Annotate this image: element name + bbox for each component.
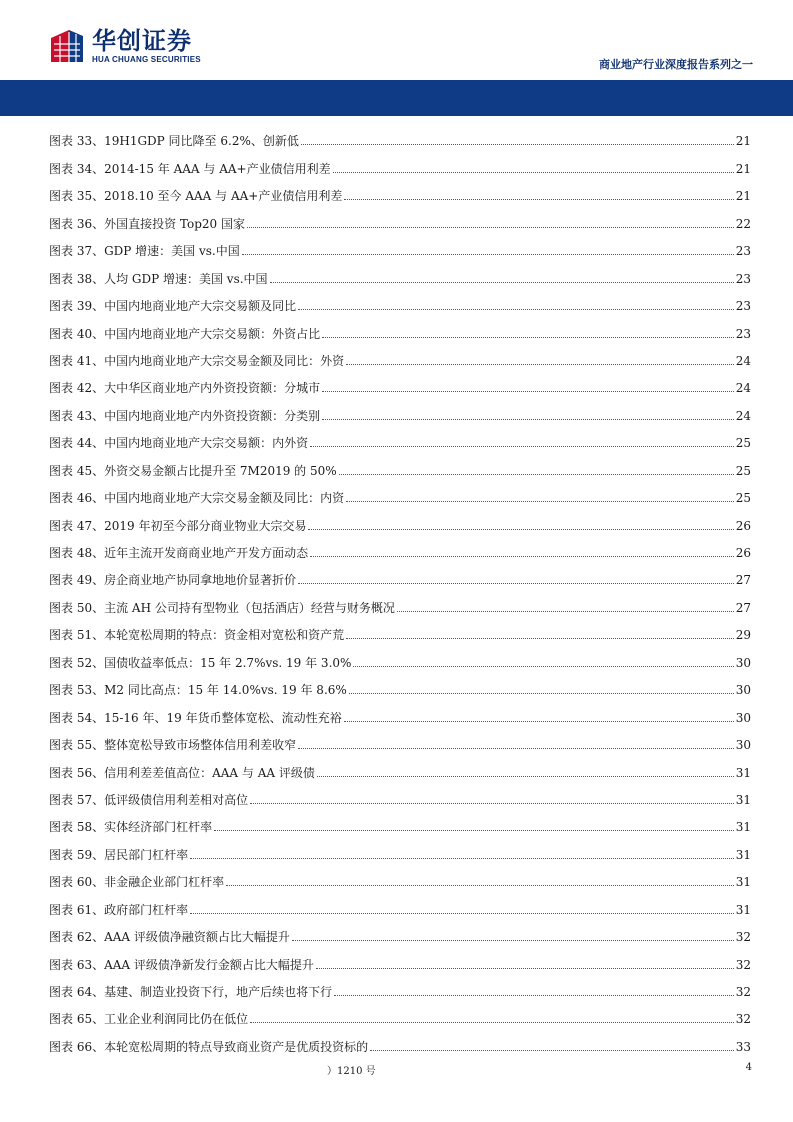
toc-entry-label[interactable]: 图表 55、整体宽松导致市场整体信用利差收窄 xyxy=(49,738,297,753)
toc-entry-page[interactable]: 31 xyxy=(735,902,751,917)
toc-entry-page[interactable]: 23 xyxy=(735,271,751,286)
toc-dot-leader xyxy=(214,829,734,831)
toc-entry-page[interactable]: 27 xyxy=(735,600,751,615)
toc-entry[interactable] xyxy=(49,783,751,810)
toc-entry[interactable] xyxy=(49,536,751,563)
toc-dot-leader xyxy=(298,582,734,584)
toc-dot-leader xyxy=(346,500,734,502)
toc-entry-label[interactable]: 图表 53、M2 同比高点：15 年 14.0%vs. 19 年 8.6% xyxy=(49,683,347,698)
toc-entry-label[interactable]: 图表 36、外国直接投资 Top20 国家 xyxy=(49,216,245,231)
toc-dot-leader xyxy=(353,665,733,667)
toc-entry-page[interactable]: 23 xyxy=(735,326,751,341)
toc-entry[interactable] xyxy=(49,344,751,371)
toc-entry-page[interactable]: 23 xyxy=(735,244,751,259)
toc-entry[interactable] xyxy=(49,618,751,645)
toc-entry[interactable] xyxy=(49,947,751,974)
toc-dot-leader xyxy=(310,445,734,447)
toc-entry[interactable] xyxy=(49,810,751,837)
toc-entry[interactable] xyxy=(49,234,751,261)
toc-entry-page[interactable]: 30 xyxy=(735,655,751,670)
toc-entry[interactable] xyxy=(49,755,751,782)
toc-entry-page[interactable]: 24 xyxy=(735,381,751,396)
toc-entry-page[interactable]: 25 xyxy=(735,463,751,478)
toc-entry[interactable] xyxy=(49,892,751,919)
toc-entry-label[interactable]: 图表 57、低评级债信用利差相对高位 xyxy=(49,792,249,807)
toc-entry-page[interactable]: 33 xyxy=(735,1039,751,1054)
toc-entry[interactable] xyxy=(49,371,751,398)
toc-entry-page[interactable]: 31 xyxy=(735,820,751,835)
toc-dot-leader xyxy=(346,637,734,639)
toc-entry[interactable] xyxy=(49,865,751,892)
toc-entry-page[interactable]: 31 xyxy=(735,847,751,862)
toc-dot-leader xyxy=(322,336,734,338)
toc-dot-leader xyxy=(298,747,734,749)
toc-dot-leader xyxy=(310,555,734,557)
toc-entry-label[interactable]: 图表 63、AAA 评级债净新发行金额占比大幅提升 xyxy=(49,957,314,972)
toc-entry-page[interactable]: 31 xyxy=(735,792,751,807)
toc-entry-page[interactable]: 29 xyxy=(735,628,751,643)
toc-dot-leader xyxy=(250,802,734,804)
page-header xyxy=(0,0,793,118)
toc-entry-label[interactable]: 图表 52、国债收益率低点：15 年 2.7%vs. 19 年 3.0% xyxy=(49,655,352,670)
footer-note: ）1210 号 xyxy=(327,1066,376,1077)
toc-dot-leader xyxy=(344,720,734,722)
toc-entry-label[interactable]: 图表 33、19H1GDP 同比降至 6.2%、创新低 xyxy=(49,134,299,149)
toc-entry[interactable] xyxy=(49,289,751,316)
toc-entry-page[interactable]: 23 xyxy=(735,299,751,314)
huachuang-logo-icon xyxy=(49,28,85,64)
toc-entry[interactable] xyxy=(49,975,751,1002)
toc-entry[interactable] xyxy=(49,508,751,535)
toc-dot-leader xyxy=(190,912,734,914)
toc-entry[interactable] xyxy=(49,1002,751,1029)
toc-entry[interactable] xyxy=(49,481,751,508)
toc-entry-page[interactable]: 31 xyxy=(735,765,751,780)
toc-entry-page[interactable]: 30 xyxy=(735,738,751,753)
figure-index-list xyxy=(49,124,751,1057)
toc-entry-label[interactable]: 图表 58、实体经济部门杠杆率 xyxy=(49,820,213,835)
toc-entry[interactable] xyxy=(49,563,751,590)
toc-entry-label[interactable]: 图表 65、工业企业利润同比仍在低位 xyxy=(49,1012,249,1027)
report-series-title: 商业地产行业深度报告系列之一 xyxy=(599,58,753,71)
toc-dot-leader xyxy=(308,528,733,530)
toc-dot-leader xyxy=(250,1021,734,1023)
toc-dot-leader xyxy=(349,692,734,694)
page-footer xyxy=(0,1062,793,1082)
toc-entry-page[interactable]: 21 xyxy=(735,189,751,204)
toc-dot-leader xyxy=(247,226,734,228)
toc-entry-label[interactable]: 图表 39、中国内地商业地产大宗交易额及同比 xyxy=(49,299,297,314)
toc-entry[interactable] xyxy=(49,1029,751,1056)
toc-entry-label[interactable]: 图表 41、中国内地商业地产大宗交易金额及同比：外资 xyxy=(49,353,345,368)
toc-entry-label[interactable]: 图表 59、居民部门杠杆率 xyxy=(49,847,189,862)
toc-dot-leader xyxy=(344,198,733,200)
toc-entry-page[interactable]: 26 xyxy=(735,518,751,533)
toc-entry[interactable] xyxy=(49,206,751,233)
toc-entry-page[interactable]: 25 xyxy=(735,436,751,451)
toc-entry[interactable] xyxy=(49,700,751,727)
toc-dot-leader xyxy=(333,171,734,173)
toc-dot-leader xyxy=(190,857,734,859)
toc-dot-leader xyxy=(334,994,734,996)
toc-entry-page[interactable]: 26 xyxy=(735,546,751,560)
toc-entry-page[interactable]: 32 xyxy=(735,957,751,972)
toc-entry-label[interactable]: 图表 61、政府部门杠杆率 xyxy=(49,902,189,917)
toc-entry-label[interactable]: 图表 38、人均 GDP 增速：美国 vs.中国 xyxy=(49,271,268,286)
toc-entry-label[interactable]: 图表 45、外资交易金额占比提升至 7M2019 的 50% xyxy=(49,463,337,478)
toc-entry-page[interactable]: 25 xyxy=(735,491,751,506)
toc-entry[interactable] xyxy=(49,837,751,864)
toc-dot-leader xyxy=(317,775,734,777)
toc-dot-leader xyxy=(339,473,734,475)
toc-entry-label[interactable]: 图表 56、信用利差差值高位：AAA 与 AA 评级债 xyxy=(49,765,315,780)
toc-entry[interactable] xyxy=(49,261,751,288)
toc-entry[interactable] xyxy=(49,645,751,672)
toc-dot-leader xyxy=(226,884,734,886)
page-number: 4 xyxy=(745,1062,752,1073)
toc-entry-page[interactable]: 21 xyxy=(735,161,751,176)
toc-entry-label[interactable]: 图表 47、2019 年初至今部分商业物业大宗交易 xyxy=(49,518,307,533)
toc-dot-leader xyxy=(322,418,734,420)
toc-entry-label[interactable]: 图表 34、2014-15 年 AAA 与 AA+产业债信用利差 xyxy=(49,161,331,176)
toc-entry[interactable] xyxy=(49,673,751,700)
toc-dot-leader xyxy=(292,939,734,941)
toc-dot-leader xyxy=(346,363,734,365)
toc-entry-label[interactable]: 图表 64、基建、制造业投资下行，地产后续也将下行 xyxy=(49,985,333,999)
toc-entry-page[interactable]: 32 xyxy=(735,1012,751,1027)
toc-entry-label[interactable]: 图表 51、本轮宽松周期的特点：资金相对宽松和资产荒 xyxy=(49,628,345,643)
toc-entry-label[interactable]: 图表 46、中国内地商业地产大宗交易金额及同比：内资 xyxy=(49,491,345,506)
header-band xyxy=(0,82,793,116)
toc-entry-label[interactable]: 图表 66、本轮宽松周期的特点导致商业资产是优质投资标的 xyxy=(49,1039,369,1054)
toc-dot-leader xyxy=(242,253,734,255)
toc-entry-page[interactable]: 22 xyxy=(735,216,751,231)
toc-dot-leader xyxy=(370,1049,734,1051)
toc-entry-label[interactable]: 图表 44、中国内地商业地产大宗交易额：内外资 xyxy=(49,436,309,451)
toc-dot-leader xyxy=(270,281,734,283)
toc-entry-label[interactable]: 图表 49、房企商业地产协同拿地地价显著折价 xyxy=(49,573,297,588)
toc-entry[interactable] xyxy=(49,124,751,151)
toc-entry[interactable] xyxy=(49,179,751,206)
toc-entry-page[interactable]: 31 xyxy=(735,875,751,890)
toc-entry-label[interactable]: 图表 42、大中华区商业地产内外资投资额：分城市 xyxy=(49,381,321,396)
toc-entry-label[interactable]: 图表 50、主流 AH 公司持有型物业（包括酒店）经营与财务概况 xyxy=(49,600,395,615)
toc-dot-leader xyxy=(316,967,734,969)
toc-entry-label[interactable]: 图表 54、15-16 年、19 年货币整体宽松、流动性充裕 xyxy=(49,710,342,725)
toc-entry-page[interactable]: 24 xyxy=(735,353,751,368)
toc-entry[interactable] xyxy=(49,590,751,617)
toc-entry[interactable] xyxy=(49,453,751,480)
toc-entry-page[interactable]: 30 xyxy=(735,683,751,698)
toc-entry-page[interactable]: 27 xyxy=(735,573,751,588)
toc-entry[interactable] xyxy=(49,728,751,755)
toc-entry-label[interactable]: 图表 60、非金融企业部门杠杆率 xyxy=(49,875,225,890)
toc-entry-label[interactable]: 图表 35、2018.10 至今 AAA 与 AA+产业债信用利差 xyxy=(49,189,343,204)
toc-entry-page[interactable]: 21 xyxy=(735,134,751,149)
toc-dot-leader xyxy=(322,390,734,392)
toc-entry-label[interactable]: 图表 43、中国内地商业地产内外资投资额：分类别 xyxy=(49,408,321,423)
toc-dot-leader xyxy=(298,308,734,310)
toc-entry[interactable] xyxy=(49,151,751,178)
toc-entry[interactable] xyxy=(49,316,751,343)
brand-name-cn: 华创证券 xyxy=(92,27,192,55)
toc-entry-label[interactable]: 图表 48、近年主流开发商商业地产开发方面动态 xyxy=(49,546,309,560)
toc-entry[interactable] xyxy=(49,920,751,947)
toc-entry-page[interactable]: 32 xyxy=(735,930,751,945)
toc-entry-label[interactable]: 图表 40、中国内地商业地产大宗交易额：外资占比 xyxy=(49,326,321,341)
toc-entry-page[interactable]: 24 xyxy=(735,408,751,423)
toc-dot-leader xyxy=(301,143,734,145)
toc-dot-leader xyxy=(397,610,734,612)
toc-entry-page[interactable]: 32 xyxy=(735,985,751,999)
toc-entry-page[interactable]: 30 xyxy=(735,710,751,725)
brand-name-en: HUA CHUANG SECURITIES xyxy=(92,55,201,64)
toc-entry[interactable] xyxy=(49,426,751,453)
toc-entry[interactable] xyxy=(49,398,751,425)
toc-entry-label[interactable]: 图表 62、AAA 评级债净融资额占比大幅提升 xyxy=(49,930,290,945)
toc-entry-label[interactable]: 图表 37、GDP 增速：美国 vs.中国 xyxy=(49,244,240,259)
